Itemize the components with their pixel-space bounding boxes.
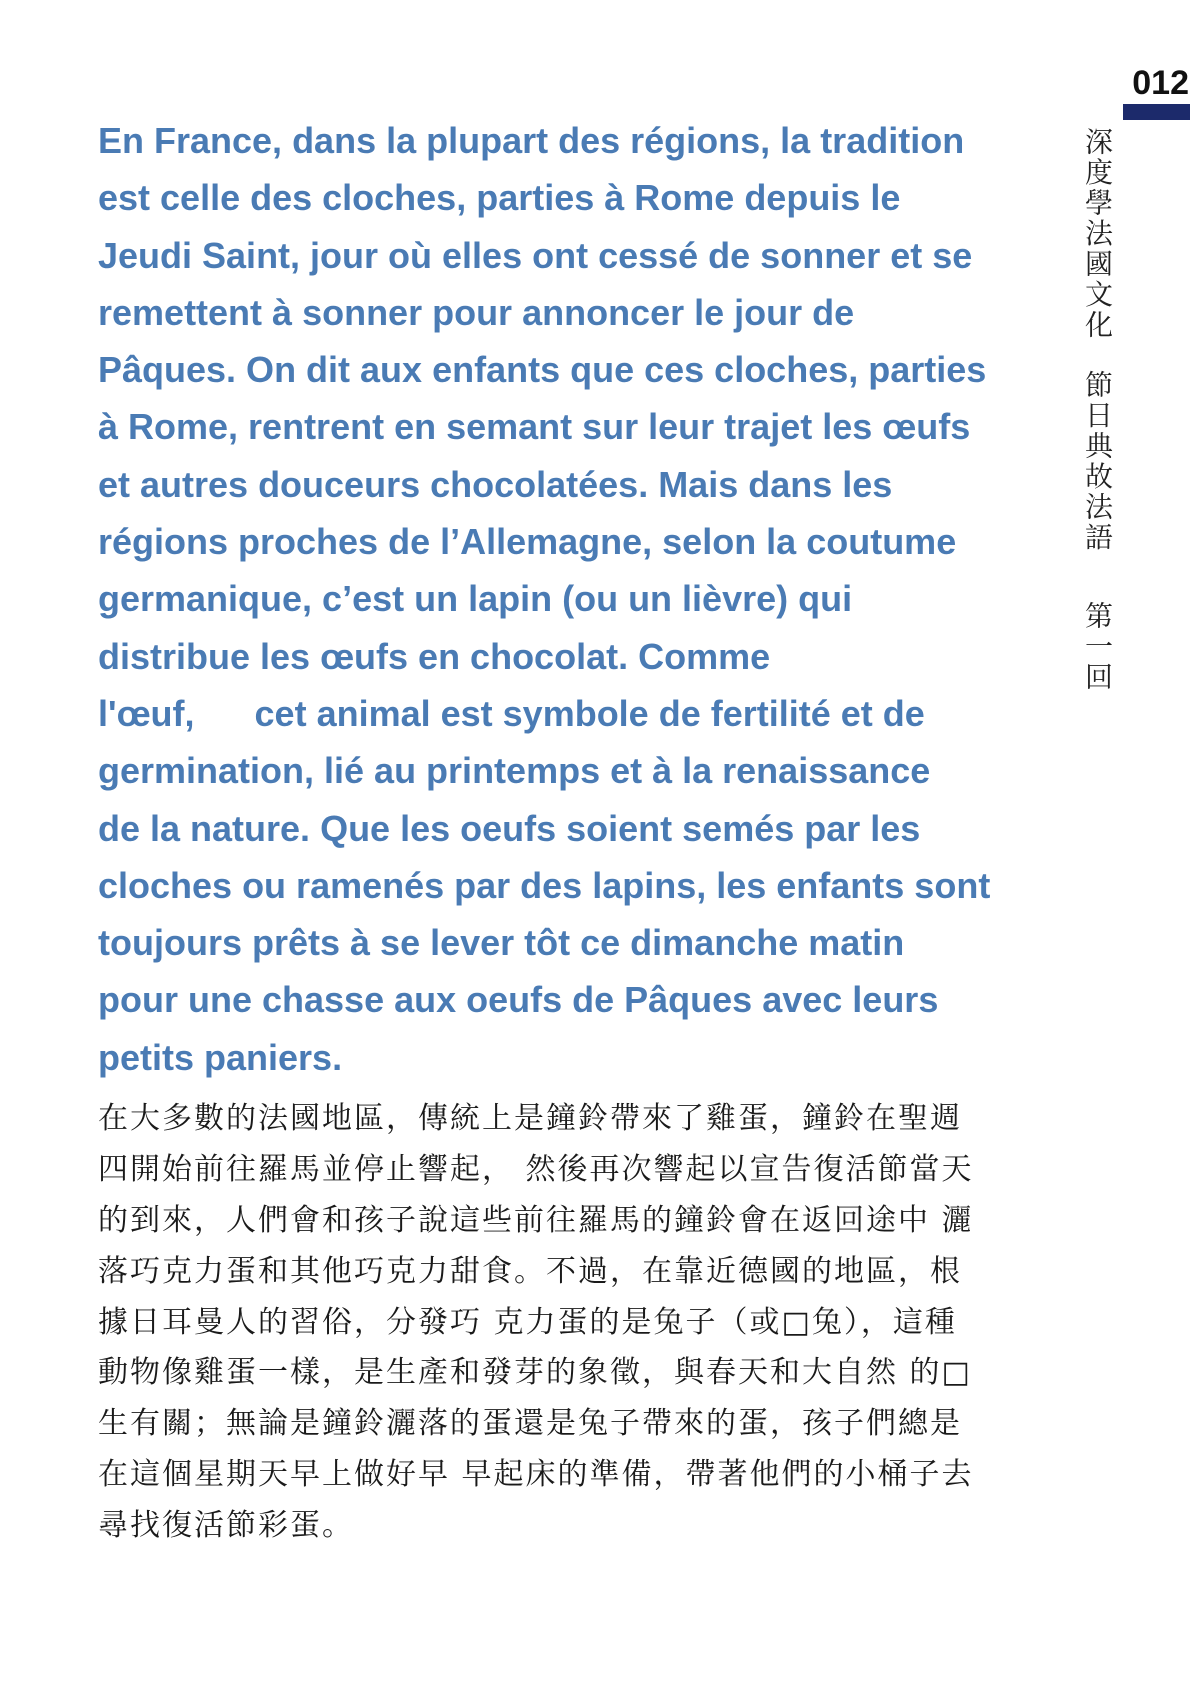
chinese-line: 生有關；無論是鐘鈴灑落的蛋還是兔子帶來的蛋，孩子們總是 [98,1406,962,1442]
running-header-section-title: 節日典故法語 [1081,370,1114,553]
french-line: et autres douceurs chocolatées. Mais dans les [98,463,893,505]
french-line: pour une chasse aux oeufs de Pâques avec leurs [98,979,939,1021]
running-header-series-title: 深度學法國文化 [1081,127,1114,341]
page-number: 012 [1132,64,1189,102]
french-line: de la nature. Que les oeufs soient semés par les [98,807,921,849]
french-line: à Rome, rentrent en semant sur leur trajet les œufs [98,406,971,448]
french-line: petits paniers. [98,1036,343,1078]
running-header-part: 第一回 [1081,601,1114,693]
french-line: cloches ou ramenés par des lapins, les enfants sont [98,864,991,906]
chinese-line: 落巧克力蛋和其他巧克力甜食。不過，在靠近德國的地區，根 [98,1253,962,1289]
french-line: l'œuf, cet animal est symbole de fertilité et de [98,692,925,734]
french-line: toujours prêts à se lever tôt ce dimanche matin [98,922,905,964]
chinese-line: 尋找復活節彩蛋。 [98,1508,354,1544]
french-line: germanique, c’est un lapin (ou un lièvre) qui [98,578,853,620]
chinese-line: 的到來，人們會和孩子說這些前往羅馬的鐘鈴會在返回途中 灑 [98,1202,974,1238]
french-line: régions proches de l’Allemagne, selon la coutume [98,521,957,563]
chinese-line: 動物像雞蛋一樣，是生產和發芽的象徵，與春天和大自然 的□ [98,1355,972,1391]
french-line: Pâques. On dit aux enfants que ces cloches, parties [98,349,987,391]
chinese-line: 在這個星期天早上做好早 早起床的準備，帶著他們的小桶子去 [98,1457,974,1493]
french-line: remettent à sonner pour annoncer le jour de [98,291,855,333]
french-paragraph [98,112,1058,1086]
french-line: germination, lié au printemps et à la renaissance [98,750,931,792]
header-accent-bar [1123,104,1190,120]
chinese-line: 據日耳曼人的習俗，分發巧 克力蛋的是兔子（或□兔），這種 [98,1304,957,1340]
french-line: est celle des cloches, parties à Rome depuis le [98,177,901,219]
french-line: En France, dans la plupart des régions, la tradition [98,120,965,161]
french-line: Jeudi Saint, jour où elles ont cessé de sonner et se [98,234,973,276]
french-line: distribue les œufs en chocolat. Comme [98,635,771,677]
chinese-paragraph [98,1094,1058,1552]
chinese-line: 在大多數的法國地區，傳統上是鐘鈴帶來了雞蛋，鐘鈴在聖週 [98,1101,962,1136]
chinese-line: 四開始前往羅馬並停止響起， 然後再次響起以宣告復活節當天 [98,1151,974,1187]
